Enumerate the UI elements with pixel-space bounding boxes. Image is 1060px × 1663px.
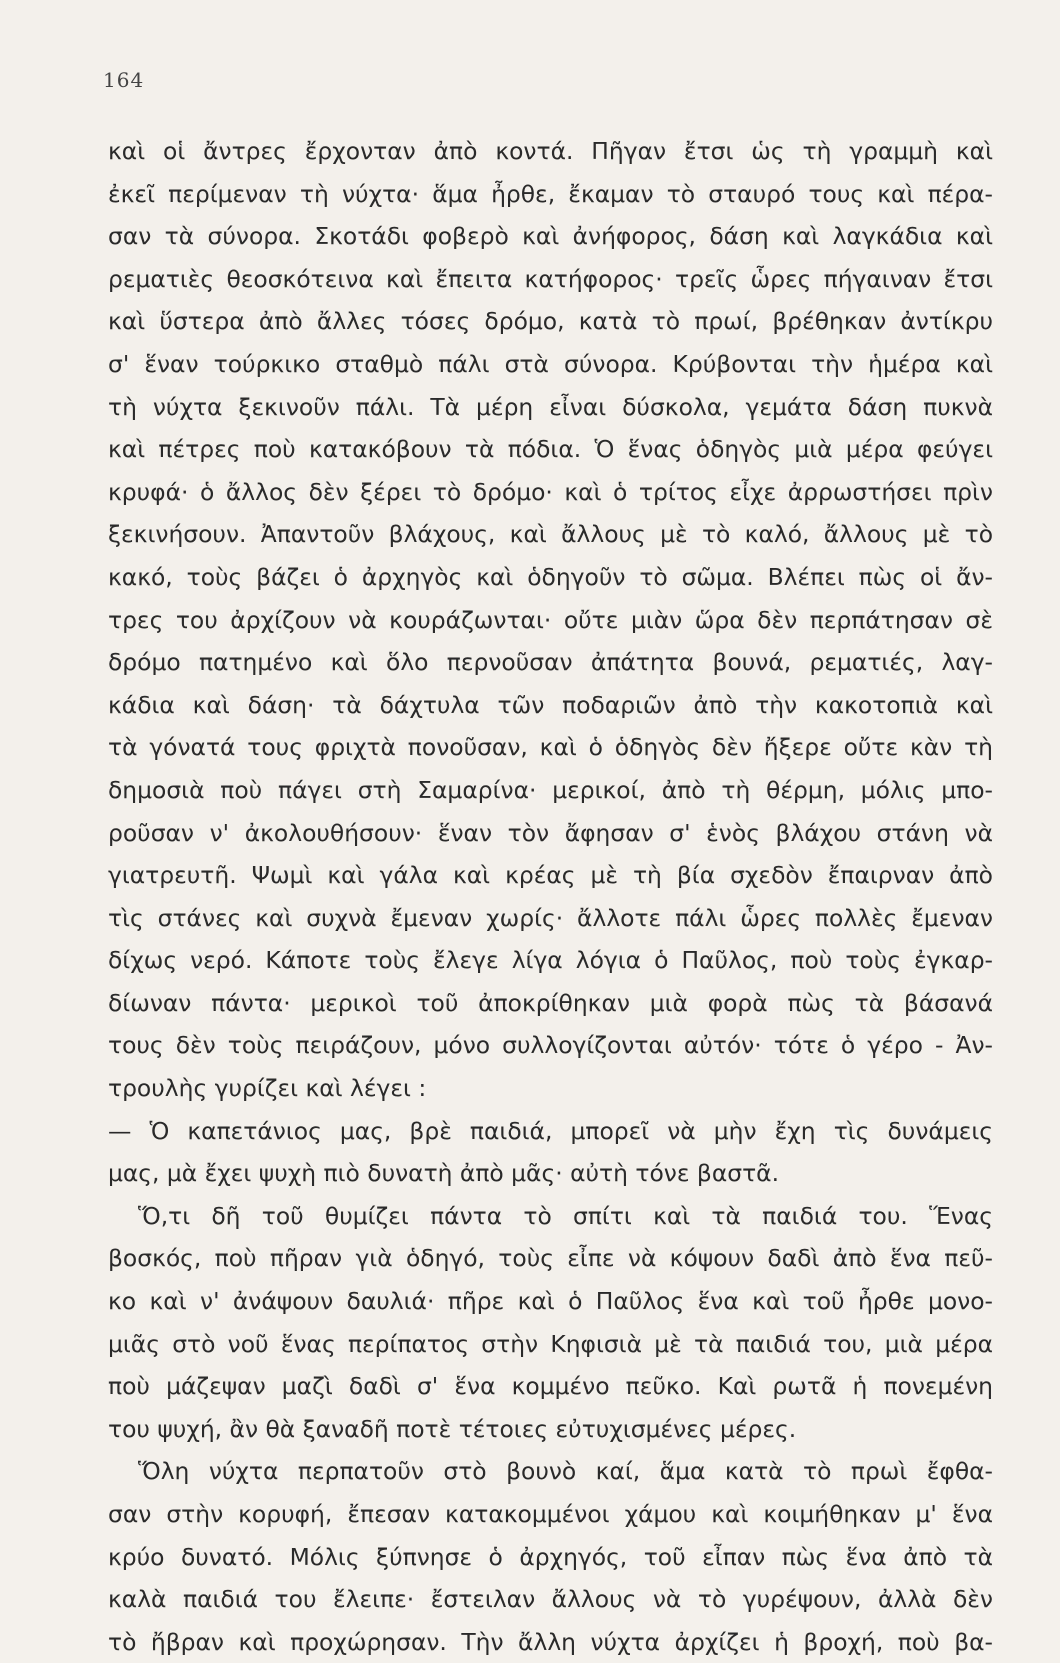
text-line: ρεματιὲς θεοσκότεινα καὶ ἔπειτα κατήφορος· τρεῖς ὧρες πήγαιναν ἔτσι [108,264,993,293]
text-line: κρυφά· ὁ ἄλλος δὲν ξέρει τὸ δρόμο· καὶ ὁ τρίτος εἶχε ἀρρωστήσει πρὶν [108,477,993,506]
text-line: τὰ γόνατά τους φριχτὰ πονοῦσαν, καὶ ὁ ὁδηγὸς δὲν ἤξερε οὔτε κὰν τὴ [108,733,993,762]
text-line: κάδια καὶ δάση· τὰ δάχτυλα τῶν ποδαριῶν ἀπὸ τὴν κακοτοπιὰ καὶ [108,690,993,719]
text-line: σαν στὴν κορυφή, ἔπεσαν κατακομμένοι χάμου καὶ κοιμήθηκαν μ' ἕνα [108,1500,993,1528]
text-line: ροῦσαν ν' ἀκολουθήσουν· ἕναν τὸν ἄφησαν σ' ἑνὸς βλάχου στάνη νὰ [108,818,993,847]
text-line: καὶ οἱ ἄντρες ἔρχονταν ἀπὸ κοντά. Πῆγαν ἔτσι ὡς τὴ γραμμὴ καὶ [108,137,993,165]
text-line: — Ὁ καπετάνιος μας, βρὲ παιδιά, μπορεῖ νὰ μὴν ἔχη τὶς δυνάμεις [108,1116,993,1145]
text-line: κρύο δυνατό. Μόλις ξύπνησε ὁ ἀρχηγός, τοῦ εἶπαν πὼς ἕνα ἀπὸ τὰ [108,1542,993,1571]
text-line: ποὺ μάζεψαν μαζὶ δαδὶ σ' ἕνα κομμένο πεῦκο. Καὶ ρωτᾶ ἡ πονεμένη [108,1372,993,1401]
text-line: τὴ νύχτα ξεκινοῦν πάλι. Τὰ μέρη εἶναι δύσκολα, γεμάτα δάση πυκνὰ [108,392,993,421]
text-line: Ὅ,τι δῆ τοῦ θυμίζει πάντα τὸ σπίτι καὶ τὰ παιδιά του. Ἕνας [138,1201,993,1230]
page-number: 164 [103,68,145,92]
text-line: βοσκός, ποὺ πῆραν γιὰ ὁδηγό, τοὺς εἶπε νὰ κόψουν δαδὶ ἀπὸ ἕνα πεῦ- [108,1244,993,1273]
text-line: καὶ πέτρες ποὺ κατακόβουν τὰ πόδια. Ὁ ἕνας ὁδηγὸς μιὰ μέρα φεύγει [108,435,993,464]
text-line: καὶ ὕστερα ἀπὸ ἄλλες τόσες δρόμο, κατὰ τὸ πρωί, βρέθηκαν ἀντίκρυ [108,307,993,336]
text-line: δρόμο πατημένο καὶ ὅλο περνοῦσαν ἀπάτητα βουνά, ρεματιές, λαγ- [108,648,993,677]
text-line: ξεκινήσουν. Ἀπαντοῦν βλάχους, καὶ ἄλλους μὲ τὸ καλό, ἄλλους μὲ τὸ [108,520,993,549]
text-line: τὸ ἤβραν καὶ προχώρησαν. Τὴν ἄλλη νύχτα ἀρχίζει ἡ βροχή, ποὺ βα- [108,1627,993,1656]
text-line: σ' ἕναν τούρκικο σταθμὸ πάλι στὰ σύνορα. Κρύβονται τὴν ἡμέρα καὶ [108,349,993,378]
body-text [108,130,993,1663]
text-line: μιᾶς στὸ νοῦ ἕνας περίπατος στὴν Κηφισιὰ μὲ τὰ παιδιά του, μιὰ μέρα [108,1329,993,1358]
text-line: τρουλὴς γυρίζει καὶ λέγει : [108,1074,427,1103]
text-line: ἐκεῖ περίμεναν τὴ νύχτα· ἅμα ἦρθε, ἔκαμαν τὸ σταυρό τους καὶ πέρα- [108,179,993,208]
text-line: μας, μὰ ἔχει ψυχὴ πιὸ δυνατὴ ἀπὸ μᾶς· αὐτὴ τόνε βαστᾶ. [108,1159,780,1188]
text-line: τους δὲν τοὺς πειράζουν, μόνο συλλογίζονται αὐτόν· τότε ὁ γέρο - Ἀν- [108,1031,993,1060]
text-line: τὶς στάνες καὶ συχνὰ ἔμεναν χωρίς· ἄλλοτε πάλι ὧρες πολλὲς ἔμεναν [108,903,993,932]
text-line: Ὅλη νύχτα περπατοῦν στὸ βουνὸ καί, ἅμα κατὰ τὸ πρωὶ ἔφθα- [138,1457,993,1486]
text-line: καλὰ παιδιά του ἔλειπε· ἔστειλαν ἄλλους νὰ τὸ γυρέψουν, ἀλλὰ δὲν [108,1585,993,1614]
text-line: του ψυχή, ἂν θὰ ξαναδῆ ποτὲ τέτοιες εὐτυχισμένες μέρες. [108,1414,797,1443]
text-line: δίωναν πάντα· μερικοὶ τοῦ ἀποκρίθηκαν μιὰ φορὰ πὼς τὰ βάσανά [108,988,993,1017]
text-line: σαν τὰ σύνορα. Σκοτάδι φοβερὸ καὶ ἀνήφορος, δάση καὶ λαγκάδια καὶ [108,222,993,251]
text-line: τρες του ἀρχίζουν νὰ κουράζωνται· οὔτε μιὰν ὥρα δὲν περπάτησαν σὲ [108,605,993,634]
text-line: δίχως νερό. Κάποτε τοὺς ἔλεγε λίγα λόγια ὁ Παῦλος, ποὺ τοὺς ἐγκαρ- [108,946,993,975]
text-line: κακό, τοὺς βάζει ὁ ἀρχηγὸς καὶ ὁδηγοῦν τὸ σῶμα. Βλέπει πὼς οἱ ἄν- [108,562,993,591]
text-line: δημοσιὰ ποὺ πάγει στὴ Σαμαρίνα· μερικοί, ἀπὸ τὴ θέρμη, μόλις μπο- [108,775,993,804]
text-line: κο καὶ ν' ἀνάψουν δαυλιά· πῆρε καὶ ὁ Παῦλος ἕνα καὶ τοῦ ἦρθε μονο- [108,1287,993,1316]
text-line: γιατρευτῆ. Ψωμὶ καὶ γάλα καὶ κρέας μὲ τὴ βία σχεδὸν ἔπαιρναν ἀπὸ [108,861,993,890]
